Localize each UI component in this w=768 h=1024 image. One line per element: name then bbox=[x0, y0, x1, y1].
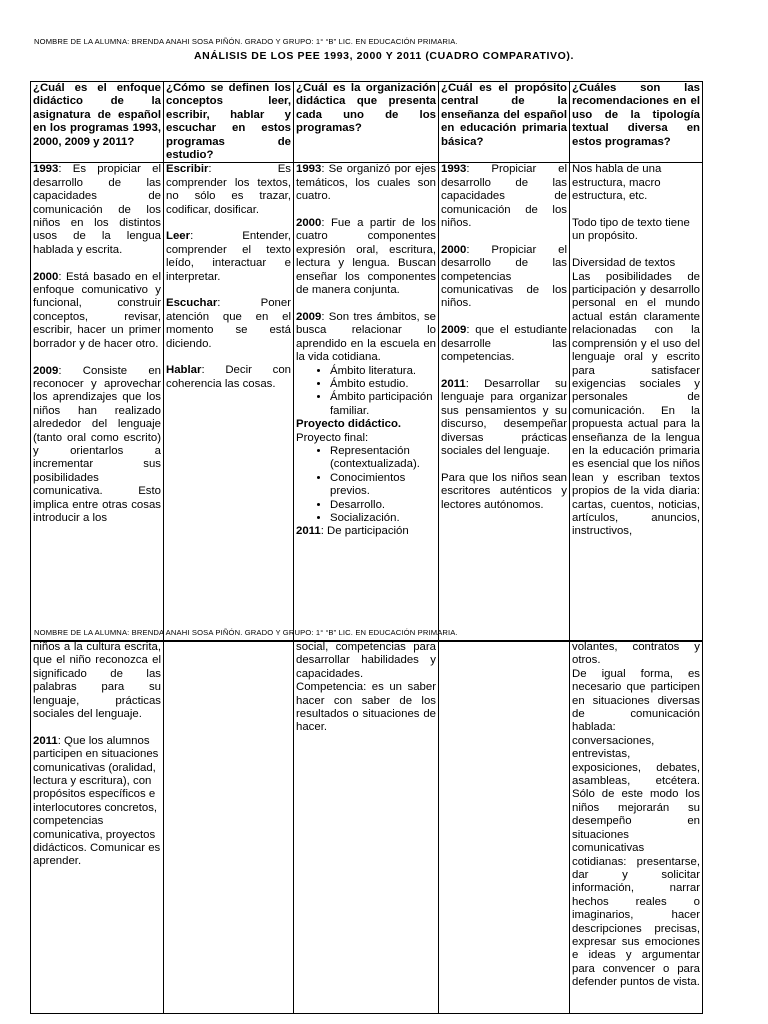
paragraph: Competencia: es un saber hacer con saber de los resultados o situaciones de hacer. bbox=[296, 681, 436, 734]
paragraph: 1993: Se organizó por ejes temáticos, los cuales son cuatro. bbox=[296, 163, 436, 203]
cell-enfoque bbox=[31, 641, 164, 1014]
subheading: Diversidad de textos bbox=[572, 257, 676, 270]
list-item: • Representación (contextualizada). bbox=[330, 445, 436, 472]
cell-conceptos bbox=[164, 163, 294, 642]
paragraph: 1993: Es propiciar el desarrollo de las capacidades de comunicación de los niños en los distintos usos de la lengua hablada y escrita. bbox=[33, 163, 161, 256]
paragraph: 2011: De participación bbox=[296, 525, 409, 538]
paragraph: 2009: Consiste en reconocer y aprovechar los aprendizajes que los niños han realizado alrededor del lenguaje (tanto oral como escrito) y orientarlos a incrementar sus posibilidades comunicativa. Esto implica entre otras cosas introducir a los bbox=[33, 364, 161, 524]
list-item: • Desarrollo. bbox=[330, 499, 436, 512]
cell-organizacion bbox=[294, 641, 439, 1014]
cell-proposito bbox=[439, 163, 570, 642]
paragraph: Para que los niños sean escritores auténticos y lectores autónomos. bbox=[441, 471, 567, 511]
paragraph: Escuchar: Poner atención que en el momento se está diciendo. bbox=[166, 297, 291, 350]
paragraph: 2009: que el estudiante desarrolle las competencias. bbox=[441, 324, 567, 364]
student-header: NOMBRE DE LA ALUMNA: BRENDA ANAHI SOSA PIÑÓN. GRADO Y GRUPO: 1° “B” LIC. EN EDUCACIÓN PRIMARIA. bbox=[34, 37, 458, 46]
student-header: NOMBRE DE LA ALUMNA: BRENDA ANAHI SOSA PIÑÓN. GRADO Y GRUPO: 1° “B” LIC. EN EDUCACIÓN PRIMARIA. bbox=[34, 628, 458, 637]
list-item: • Conocimientos previos. bbox=[330, 472, 436, 499]
document-title: ANÁLISIS DE LOS PEE 1993, 2000 Y 2011 (CUADRO COMPARATIVO). bbox=[193, 50, 575, 62]
table-body-row bbox=[31, 641, 703, 1014]
ambitos-list bbox=[296, 365, 436, 419]
paragraph: social, competencias para desarrollar habilidades y capacidades. bbox=[296, 641, 436, 680]
comparison-table bbox=[30, 81, 703, 642]
cell-conceptos bbox=[164, 641, 294, 1014]
cell-tipologia bbox=[570, 641, 703, 1014]
paragraph: 1993: Propiciar el desarrollo de las capacidades de comunicación de los niños. bbox=[441, 163, 567, 230]
paragraph: 2009: Son tres ámbitos, se busca relacionar lo aprendido en la escuela en la vida cotidiana. bbox=[296, 310, 436, 364]
list-item: • Ámbito estudio. bbox=[330, 378, 436, 391]
paragraph: volantes, contratos y otros. bbox=[572, 641, 700, 667]
cell-proposito bbox=[439, 641, 570, 1014]
paragraph: 2000: Fue a partir de los cuatro componentes expresión oral, escritura, lectura y lengua. Buscan enseñar los componentes de manera conjunta. bbox=[296, 217, 436, 297]
table-header-row bbox=[31, 82, 703, 163]
cell-tipologia bbox=[570, 163, 703, 642]
proyecto-title: Proyecto didáctico. bbox=[296, 418, 402, 431]
column-header-proposito: ¿Cuál es el propósito central de la enseñanza del español en educación primaria básica? bbox=[439, 82, 570, 163]
paragraph: 2011: Desarrollar su lenguaje para organizar sus pensamientos y su discurso, desempeñar diversas prácticas sociales del lenguaje. bbox=[441, 377, 567, 457]
comparison-table-continued bbox=[30, 640, 703, 1014]
paragraph: Escribir: Es comprender los textos, no sólo es trazar, codificar, dosificar. bbox=[166, 163, 291, 216]
paragraph: Las posibilidades de participación y desarrollo personal en el mundo actual están claramente relacionadas con la comprensión y el uso del lenguaje oral y escrito para satisfacer exigencias sociales y personales de comunicación. En la propuesta actual para la enseñanza de la lengua en la educación primaria es esencial que los niños lean y escriban textos propios de la vida diaria: cartas, cuentos, noticias, artículos, anuncios, instructivos, bbox=[572, 270, 700, 538]
paragraph: De igual forma, es necesario que participen en situaciones diversas de comunicación hablada: conversaciones, entrevistas, exposiciones, debates, asambleas, etcétera. Sólo de este modo los niños mejorarán su desempeño en situaciones comunicativas cotidianas: presentarse, dar y solicitar información, narrar hechos reales o imaginarios, hacer descripciones precisas, expresar sus emociones e ideas y argumentar para convencer o para defender puntos de vista. bbox=[572, 667, 700, 989]
paragraph: Todo tipo de texto tiene un propósito. bbox=[572, 217, 690, 243]
column-header-conceptos: ¿Cómo se definen los conceptos leer, escribir, hablar y escuchar en estos programas de estudio? bbox=[164, 82, 294, 163]
list-item: • Ámbito participación familiar. bbox=[330, 391, 436, 418]
list-item: • Socialización. bbox=[330, 512, 436, 525]
column-header-enfoque: ¿Cuál es el enfoque didáctico de la asignatura de español en los programas 1993, 2000, 2009 y 2011? bbox=[31, 82, 164, 163]
proyecto-final-label: Proyecto final: bbox=[296, 431, 369, 444]
paragraph: 2000: Está basado en el enfoque comunicativo y funcional, construir conceptos, revisar, escribir, hacer un primer borrador y de hacer otro. bbox=[33, 270, 161, 350]
paragraph: 2000: Propiciar el desarrollo de las competencias comunicativas de los niños. bbox=[441, 243, 567, 310]
paragraph: Leer: Entender, comprender el texto leído, interactuar e interpretar. bbox=[166, 230, 291, 283]
proyecto-list bbox=[296, 445, 436, 525]
column-header-tipologia: ¿Cuáles son las recomendaciones en el uso de la tipología textual diversa en estos programas? bbox=[570, 82, 703, 163]
paragraph: Nos habla de una estructura, macro estructura, etc. bbox=[572, 163, 662, 203]
cell-organizacion bbox=[294, 163, 439, 642]
page-2 bbox=[0, 590, 768, 1024]
paragraph: 2011: Que los alumnos participen en situaciones comunicativas (oralidad, lectura y escritura), con propósitos específicos e interlocutores concretos, competencias comunicativa, proyectos didácticos. Comunicar es aprender. bbox=[33, 734, 161, 868]
paragraph: niños a la cultura escrita, que el niño reconozca el significado de las palabras para su lenguaje, prácticas sociales del lenguaje. bbox=[33, 641, 161, 721]
paragraph: Hablar: Decir con coherencia las cosas. bbox=[166, 364, 291, 390]
table-body-row bbox=[31, 163, 703, 642]
column-header-organizacion: ¿Cuál es la organización didáctica que presenta cada uno de los programas? bbox=[294, 82, 439, 163]
list-item: • Ámbito literatura. bbox=[330, 365, 436, 378]
cell-enfoque bbox=[31, 163, 164, 642]
